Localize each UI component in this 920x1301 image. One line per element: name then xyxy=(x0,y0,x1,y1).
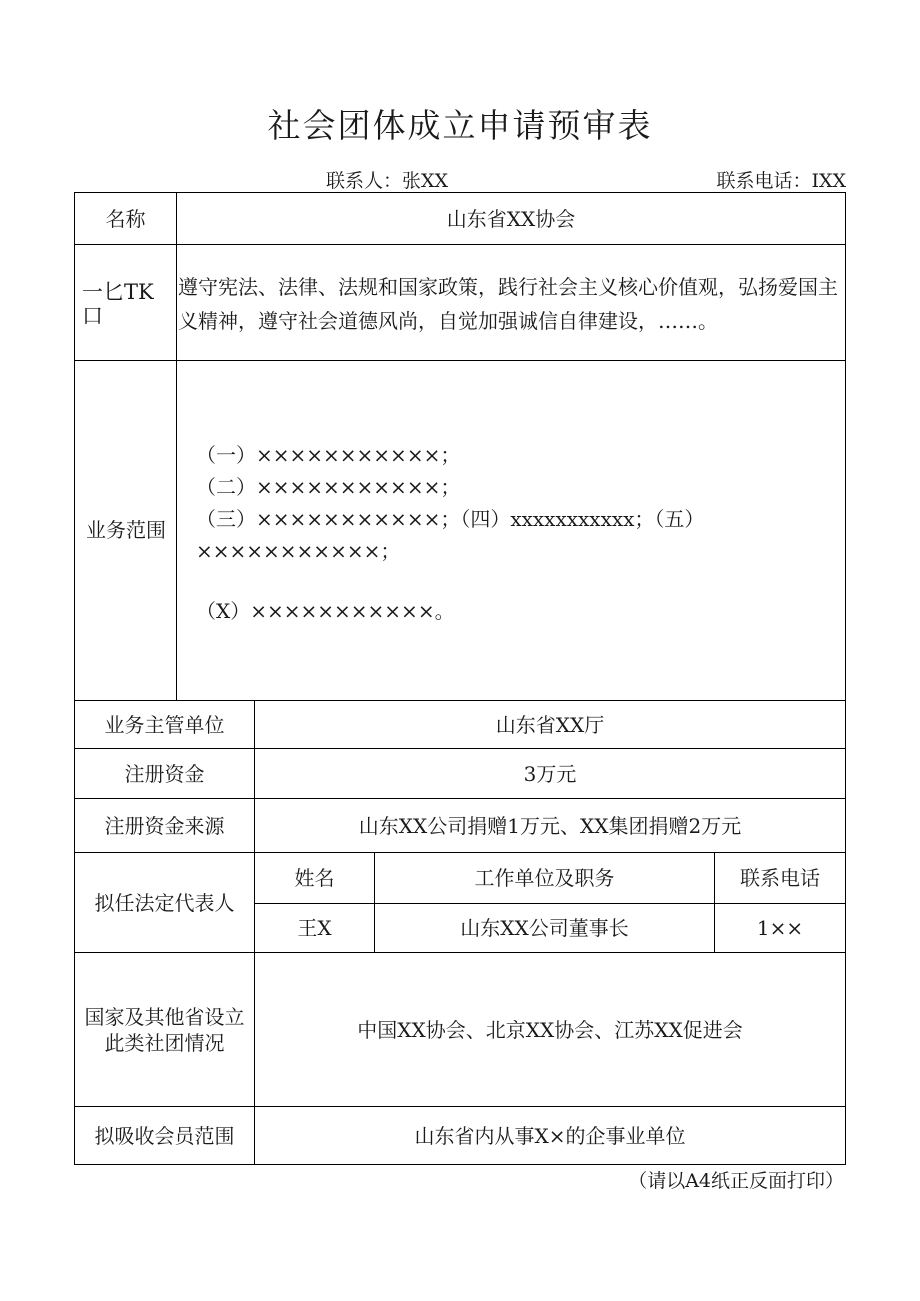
scope-line: （二）×××××××××××； xyxy=(196,475,461,499)
name-label: 名称 xyxy=(105,206,146,231)
scope-line: ×××××××××××； xyxy=(196,539,401,563)
member-scope-label: 拟吸收会员范围 xyxy=(94,1123,235,1148)
legal-rep-label: 拟任法定代表人 xyxy=(94,890,235,915)
form-title: 社会团体成立申请预审表 xyxy=(267,106,653,145)
legal-rep-employer: 山东XX公司董事长 xyxy=(460,916,629,940)
scope-line: （一）×××××××××××； xyxy=(196,443,461,467)
legal-rep-header-name: 姓名 xyxy=(294,866,335,890)
name-value: 山东省XX协会 xyxy=(446,206,576,231)
contact-person: 联系人：张XX xyxy=(326,170,449,192)
capital-value: 3万元 xyxy=(523,761,577,786)
legal-rep-header-phone: 联系电话 xyxy=(740,866,820,890)
scope-line: （X）×××××××××××。 xyxy=(196,599,455,623)
member-scope-value: 山东省内从事X×的企事业单位 xyxy=(414,1123,686,1148)
legal-rep-phone: 1×× xyxy=(756,916,804,940)
purpose-label: 一匕TK 口 xyxy=(82,280,154,328)
supervisor-label: 业务主管单位 xyxy=(104,712,225,737)
capital-source-label: 注册资金来源 xyxy=(104,813,225,838)
supervisor-value: 山东省XX厅 xyxy=(495,712,605,737)
contact-phone: 联系电话：IXX xyxy=(716,170,846,192)
scope-line: （三）×××××××××××；（四）xxxxxxxxxxx；（五） xyxy=(196,507,705,531)
similar-orgs-value: 中国XX协会、北京XX协会、江苏XX促进会 xyxy=(357,1017,743,1042)
capital-source-value: 山东XX公司捐赠1万元、XX集团捐赠2万元 xyxy=(358,813,742,838)
scope-label: 业务范围 xyxy=(86,518,166,542)
capital-label: 注册资金 xyxy=(124,761,205,786)
purpose-value: 遵守宪法、法律、法规和国家政策，践行社会主义核心价值观，弘扬爱国主义精神，遵守社会道德风尚，自觉加强诚信自律建设，……。 xyxy=(178,275,838,333)
legal-rep-header-employer: 工作单位及职务 xyxy=(474,866,615,890)
legal-rep-name: 王X xyxy=(297,916,332,940)
similar-orgs-label: 国家及其他省设立此类社团情况 xyxy=(84,1004,245,1055)
print-footnote: （请以A4纸正反面打印） xyxy=(628,1170,844,1192)
